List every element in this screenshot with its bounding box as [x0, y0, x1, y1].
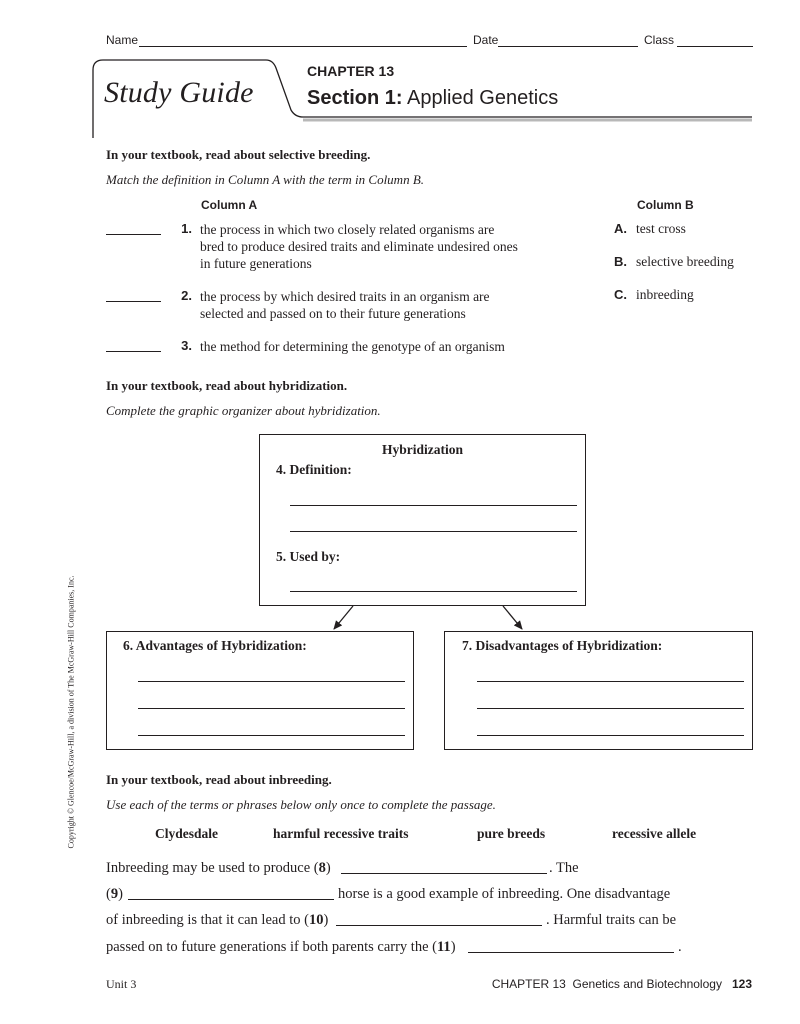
name-label: Name — [106, 33, 139, 47]
arrow-right — [503, 606, 522, 629]
question-number: 3. — [181, 338, 192, 353]
answer-blank-8[interactable] — [341, 873, 547, 874]
footer-chapter: CHAPTER 13 — [491, 977, 566, 991]
term-letter: B. — [614, 254, 627, 269]
blank-number: 11 — [436, 939, 451, 955]
instruction-hybridization: In your textbook, read about hybridization. — [106, 378, 348, 393]
chapter-label: CHAPTER 13 — [307, 63, 395, 79]
passage-text: . — [678, 939, 682, 955]
passage-text: ) — [450, 939, 456, 955]
word-bank-term: Clydesdale — [155, 826, 219, 841]
passage-line-1 — [106, 860, 331, 877]
term-text: test cross — [636, 221, 686, 236]
advantages-label: 6. Advantages of Hybridization: — [123, 638, 307, 653]
blank-number: 9 — [110, 886, 119, 902]
column-b-heading: Column B — [637, 198, 694, 212]
word-bank-term: harmful recessive traits — [273, 826, 409, 841]
word-bank-term: pure breeds — [477, 826, 546, 841]
section-name: Applied Genetics — [407, 87, 559, 109]
column-a-heading: Column A — [201, 198, 258, 212]
copyright-notice: Copyright © Glencoe/McGraw-Hill, a division of The McGraw-Hill Companies, Inc. — [66, 575, 76, 849]
passage-text: of inbreeding is that it can lead to ( — [106, 912, 309, 928]
term-letter: C. — [614, 287, 627, 302]
footer-unit: Unit 3 — [106, 977, 137, 991]
answer-blank-11[interactable] — [468, 952, 674, 953]
answer-blank-10[interactable] — [336, 925, 542, 926]
question-text: the process by which desired traits in an organism are selected and passed on to their future generations — [200, 289, 490, 321]
instruction-selective-breeding: In your textbook, read about selective breeding. — [106, 147, 371, 162]
question-text: the process in which two closely related organisms are bred to produce desired traits and eliminate undesired ones in future generations — [200, 222, 518, 271]
blank-number: 8 — [318, 860, 326, 876]
advantages-line[interactable] — [138, 735, 405, 736]
passage-text: ) — [323, 912, 329, 928]
hybridization-title: Hybridization — [381, 442, 463, 457]
passage-text: ) — [118, 886, 123, 902]
passage-text: . Harmful traits can be — [546, 912, 677, 928]
term-text: inbreeding — [636, 287, 694, 302]
disadvantages-line[interactable] — [477, 735, 744, 736]
disadvantages-line[interactable] — [477, 681, 744, 682]
instruction-organizer: Complete the graphic organizer about hybridization. — [106, 403, 381, 418]
blank-number: 10 — [308, 912, 324, 928]
definition-label: 4. Definition: — [276, 462, 352, 477]
question-number: 2. — [181, 288, 192, 303]
study-guide-title: Study Guide — [104, 76, 254, 109]
passage-text: Inbreeding may be used to produce ( — [106, 860, 319, 876]
passage-text: horse is a good example of inbreeding. One disadvantage — [338, 886, 671, 902]
question-text: the method for determining the genotype of an organism — [200, 339, 505, 354]
passage-text: . The — [549, 860, 579, 876]
instruction-inbreeding: In your textbook, read about inbreeding. — [106, 772, 332, 787]
instruction-passage: Use each of the terms or phrases below only once to complete the passage. — [106, 797, 496, 812]
class-label: Class — [644, 33, 675, 47]
passage-text: passed on to future generations if both parents carry the ( — [106, 939, 437, 955]
answer-blank-9[interactable] — [128, 899, 334, 900]
word-bank-term: recessive allele — [612, 826, 697, 841]
page-number: 123 — [731, 977, 752, 991]
date-label: Date — [473, 33, 499, 47]
section-number: Section 1: — [307, 87, 403, 109]
footer-chapter-info — [492, 977, 752, 991]
disadvantages-line[interactable] — [477, 708, 744, 709]
disadvantages-label: 7. Disadvantages of Hybridization: — [462, 638, 663, 653]
arrow-left — [334, 606, 353, 629]
term-text: selective breeding — [636, 254, 734, 269]
term-letter: A. — [614, 221, 627, 236]
advantages-line[interactable] — [138, 681, 405, 682]
instruction-match: Match the definition in Column A with the term in Column B. — [106, 172, 425, 187]
advantages-line[interactable] — [138, 708, 405, 709]
passage-text: ( — [106, 886, 111, 902]
passage-line-2 — [106, 886, 123, 903]
passage-text: ) — [325, 860, 331, 876]
passage-line-3 — [106, 912, 328, 929]
footer-chapter-title: Genetics and Biotechnology — [572, 977, 722, 991]
used-by-label: 5. Used by: — [276, 549, 341, 564]
question-number: 1. — [181, 221, 192, 236]
passage-line-4 — [106, 939, 456, 956]
